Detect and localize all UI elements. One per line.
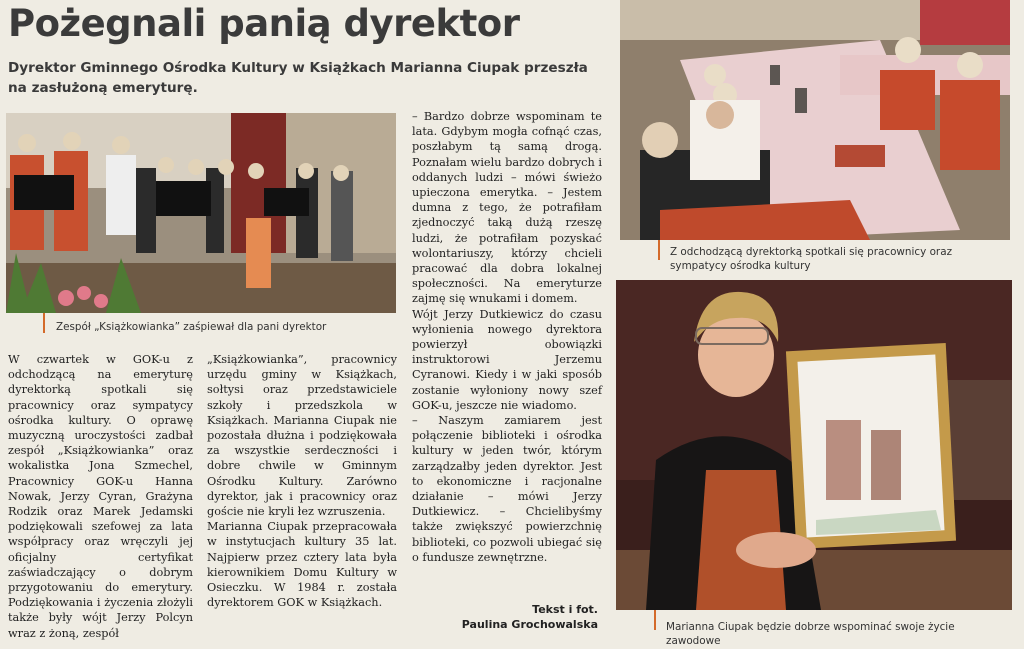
- caption-marker: [43, 313, 45, 333]
- lead-paragraph: Dyrektor Gminnego Ośrodka Kultury w Książkach Marianna Ciupak przeszła na zasłużoną emeryturę.: [8, 60, 588, 96]
- credit-label: Tekst i fot.: [532, 603, 598, 616]
- caption-marker: [658, 240, 660, 260]
- tables-photo-caption: Z odchodzącą dyrektorką spotkali się pracownicy oraz sympatycy ośrodka kultury: [670, 246, 953, 272]
- author-credit: [452, 602, 598, 632]
- headline: Pożegnali panią dyrektor: [8, 2, 520, 45]
- band-photo: [6, 113, 396, 313]
- tables-photo: [620, 0, 1010, 240]
- credit-author: Paulina Grochowalska: [461, 618, 598, 631]
- caption-marker: [654, 610, 656, 630]
- portrait-photo: [616, 280, 1012, 610]
- band-photo-caption: Zespół „Książkowianka” zaśpiewał dla pani dyrektor: [56, 321, 327, 333]
- article-column-3: – Bardzo dobrze wspominam te lata. Gdybym mogła cofnąć czas, poszłabym tą samą drogą. Poznałam wielu bardzo dobrych i oddanych ludzi – mówi świeżo upieczona emerytka. – Jestem dumna z tego, że potrafiłam zjednoczyć taką dużą rzeszę ludzi, że potrafiłam pozyskać wolontariuszy, którzy chcieli pracować dla dobra lokalnej społeczności. Na emeryturze zajmę się wnukami i domem. Wójt Jerzy Dutkiewicz do czasu wyłonienia nowego dyrektora powierzył obowiązki instruktorowi Jerzemu Cyranowi. Kiedy i w jaki sposób zostanie wyłoniony nowy szef GOK-u, jeszcze nie wiadomo. – Naszym zamiarem jest połączenie biblioteki i ośrodka kultury w jeden twór, którym zarządzałby jeden dyrektor. Jest to ekonomiczne i racjonalne działanie – mówi Jerzy Dutkiewicz. – Chcielibyśmy także zwiększyć powierzchnię biblioteki, co pozwoli ubiegać się o fundusze zewnętrzne.: [412, 110, 602, 564]
- article-column-1: W czwartek w GOK-u z odchodzącą na emeryturę dyrektorką spotkali się pracownicy oraz sympatycy ośrodka kultury. O oprawę muzyczną uroczystości zadbał zespół „Książkowianka” oraz wokalistka Jona Szmechel, Pracownicy GOK-u Hanna Nowak, Jerzy Cyran, Grażyna Rodzik oraz Marek Jedamski podziękowali szefowej za lata współpracy oraz wręczyli jej oficjalny certyfikat zaświadczający o dobrym przygotowaniu do emerytury. Podziękowania i życzenia złożyli także były wójt Jerzy Polcyn wraz z żoną, zespół: [8, 353, 193, 640]
- portrait-photo-caption: Marianna Ciupak będzie dobrze wspominać swoje życie zawodowe: [666, 621, 955, 647]
- article-column-2: „Książkowianka”, pracownicy urzędu gminy w Książkach, sołtysi oraz przedstawiciele szkoły i przedszkola w Książkach. Marianna Ciupak nie pozostała dłużna i podziękowała za wszystkie serdeczności i dobre chwile w Gminnym Ośrodku Kultury. Zarówno dyrektor, jak i pracownicy oraz goście nie kryli łez wzruszenia. Marianna Ciupak przepracowała w instytucjach kultury 35 lat. Najpierw przez cztery lata była kierownikiem Domu Kultury w Osieczku. W 1984 r. została dyrektorem GOK w Książkach.: [207, 353, 397, 610]
